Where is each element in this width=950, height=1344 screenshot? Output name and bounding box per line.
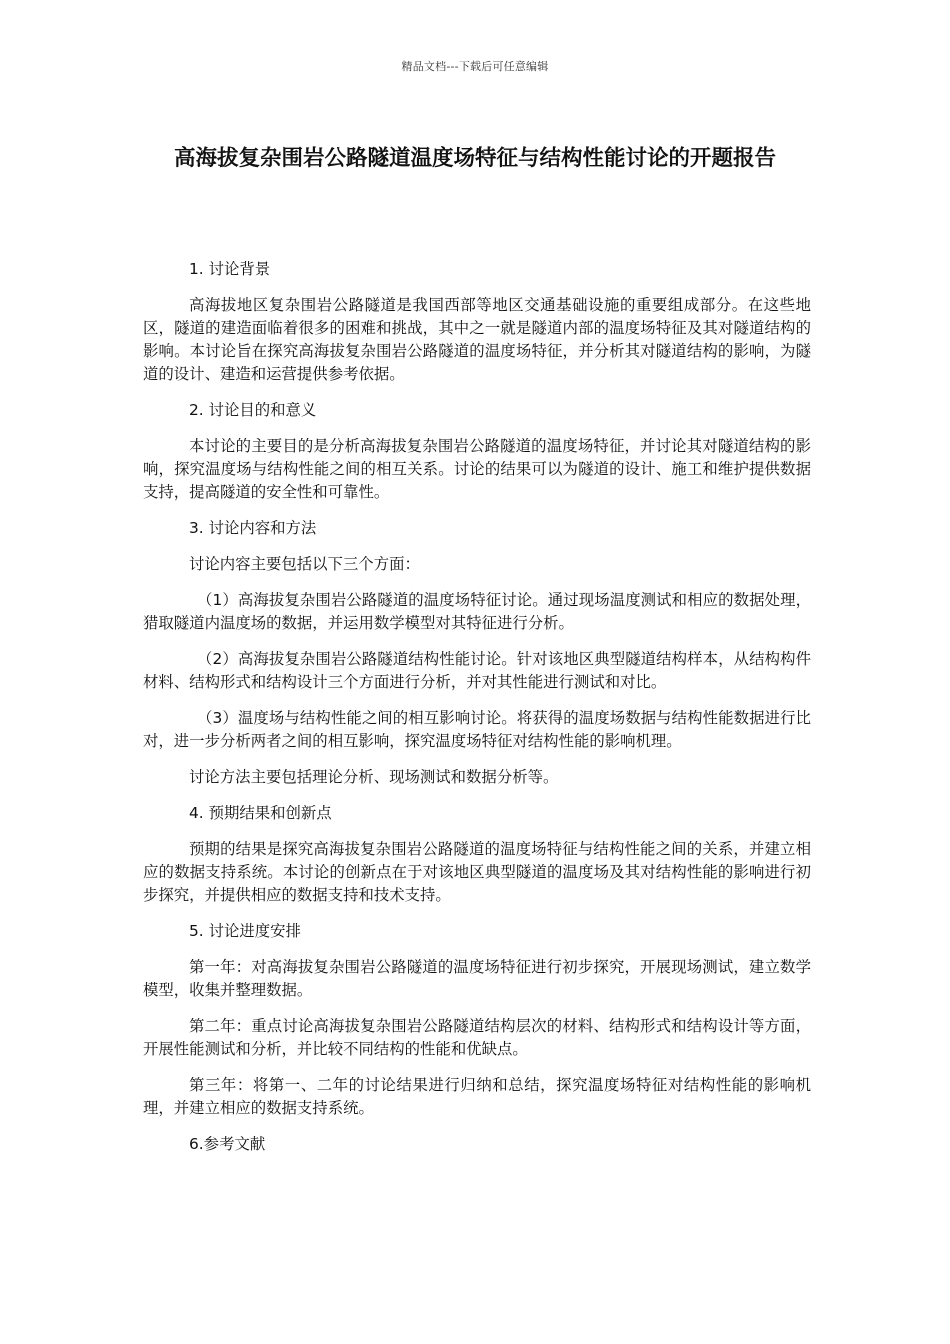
section-heading-results: 4. 预期结果和创新点: [189, 804, 332, 822]
list-item-content-3: （3）温度场与结构性能之间的相互影响讨论。将获得的温度场数据与结构性能数据进行比对，进一步分析两者之间的相互影响，探究温度场特征对结构性能的影响机理。: [143, 709, 811, 750]
paragraph-schedule-year3: 第三年：将第一、二年的讨论结果进行归纳和总结，探究温度场特征对结构性能的影响机理，并建立相应的数据支持系统。: [143, 1076, 811, 1117]
list-item-content-2: （2）高海拔复杂围岩公路隧道结构性能讨论。针对该地区典型隧道结构样本，从结构构件材料、结构形式和结构设计三个方面进行分析，并对其性能进行测试和对比。: [143, 650, 811, 691]
list-item-content-1: （1）高海拔复杂围岩公路隧道的温度场特征讨论。通过现场温度测试和相应的数据处理，猎取隧道内温度场的数据，并运用数学模型对其特征进行分析。: [143, 591, 811, 632]
section-heading-content: 3. 讨论内容和方法: [189, 519, 317, 537]
paragraph-results: 预期的结果是探究高海拔复杂围岩公路隧道的温度场特征与结构性能之间的关系，并建立相应的数据支持系统。本讨论的创新点在于对该地区典型隧道的温度场及其对结构性能的影响进行初步探究，并提供相应的数据支持和技术支持。: [143, 840, 811, 904]
paragraph-schedule-year2: 第二年：重点讨论高海拔复杂围岩公路隧道结构层次的材料、结构形式和结构设计等方面，开展性能测试和分析，并比较不同结构的性能和优缺点。: [143, 1017, 811, 1058]
paragraph-content-intro: 讨论内容主要包括以下三个方面：: [189, 555, 420, 573]
page-header: 精品文档---下载后可任意编辑: [401, 60, 549, 73]
section-heading-background: 1. 讨论背景: [189, 260, 271, 278]
section-heading-references: 6.参考文献: [189, 1135, 266, 1153]
section-heading-purpose: 2. 讨论目的和意义: [189, 401, 317, 419]
paragraph-content-method: 讨论方法主要包括理论分析、现场测试和数据分析等。: [189, 768, 559, 786]
section-heading-schedule: 5. 讨论进度安排: [189, 922, 301, 940]
paragraph-schedule-year1: 第一年：对高海拔复杂围岩公路隧道的温度场特征进行初步探究，开展现场测试，建立数学模型，收集并整理数据。: [143, 958, 811, 999]
document-title: 高海拔复杂围岩公路隧道温度场特征与结构性能讨论的开题报告: [173, 146, 776, 171]
paragraph-purpose: 本讨论的主要目的是分析高海拔复杂围岩公路隧道的温度场特征，并讨论其对隧道结构的影响，探究温度场与结构性能之间的相互关系。讨论的结果可以为隧道的设计、施工和维护提供数据支持，提高隧道的安全性和可靠性。: [143, 437, 811, 501]
paragraph-background: 高海拔地区复杂围岩公路隧道是我国西部等地区交通基础设施的重要组成部分。在这些地区，隧道的建造面临着很多的困难和挑战，其中之一就是隧道内部的温度场特征及其对隧道结构的影响。本讨论旨在探究高海拔复杂围岩公路隧道的温度场特征，并分析其对隧道结构的影响，为隧道的设计、建造和运营提供参考依据。: [143, 296, 811, 383]
document-body: [143, 258, 811, 1169]
